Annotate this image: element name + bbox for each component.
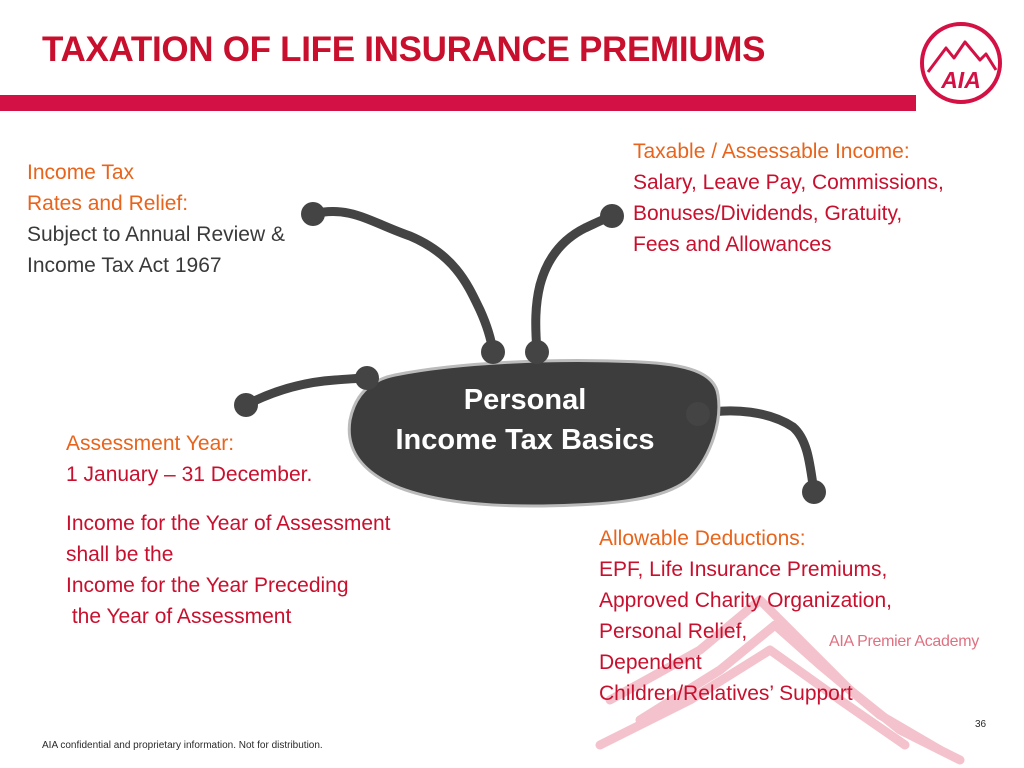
allowable-deductions-line: EPF, Life Insurance Premiums,	[599, 558, 888, 581]
assessment-year-block	[66, 428, 312, 490]
taxable-income-body-line: Fees and Allowances	[633, 233, 832, 256]
allowable-deductions-line: Children/Relatives’ Support	[599, 682, 853, 705]
allowable-deductions-line: Approved Charity Organization,	[599, 589, 892, 612]
node-dot	[481, 340, 505, 364]
income-tax-body-line: Subject to Annual Review &	[27, 223, 285, 246]
income-for-year-line: Income for the Year Preceding	[66, 574, 349, 597]
assessment-year-body: 1 January – 31 December.	[66, 463, 313, 486]
connector-income-tax	[313, 211, 493, 352]
income-tax-body-line: Income Tax Act 1967	[27, 254, 222, 277]
central-node-label	[360, 380, 690, 460]
node-dot	[234, 393, 258, 417]
income-for-year-line: shall be the	[66, 543, 174, 566]
income-tax-block	[27, 157, 285, 281]
academy-label: AIA Premier Academy	[829, 633, 979, 650]
income-for-year-block	[66, 508, 391, 632]
allowable-deductions-line: Personal Relief,	[599, 620, 748, 643]
logo-text: AIA	[941, 67, 981, 93]
assessment-year-heading: Assessment Year:	[66, 432, 235, 455]
central-node-line1: Personal	[463, 384, 587, 416]
income-tax-heading: Income Tax	[27, 161, 134, 184]
connector-assessment-year	[246, 378, 367, 405]
confidentiality-footer: AIA confidential and proprietary information. Not for distribution.	[42, 740, 323, 751]
taxable-income-heading: Taxable / Assessable Income:	[633, 140, 910, 163]
allowable-deductions-line: Dependent	[599, 651, 702, 674]
node-dot	[600, 204, 624, 228]
slide-title: TAXATION OF LIFE INSURANCE PREMIUMS	[42, 30, 766, 69]
income-for-year-line: the Year of Assessment	[66, 605, 292, 628]
taxable-income-block	[633, 136, 944, 260]
connector-taxable-income	[536, 216, 612, 352]
taxable-income-body-line: Bonuses/Dividends, Gratuity,	[633, 202, 903, 225]
income-tax-subheading: Rates and Relief:	[27, 192, 189, 215]
node-dot	[802, 480, 826, 504]
page-number: 36	[975, 719, 987, 730]
allowable-deductions-heading: Allowable Deductions:	[599, 527, 806, 550]
allowable-deductions-block	[599, 523, 892, 709]
taxable-income-body-line: Salary, Leave Pay, Commissions,	[633, 171, 944, 194]
income-for-year-line: Income for the Year of Assessment	[66, 512, 391, 535]
node-dot	[301, 202, 325, 226]
central-node-line2: Income Tax Basics	[395, 424, 655, 456]
node-dot	[525, 340, 549, 364]
